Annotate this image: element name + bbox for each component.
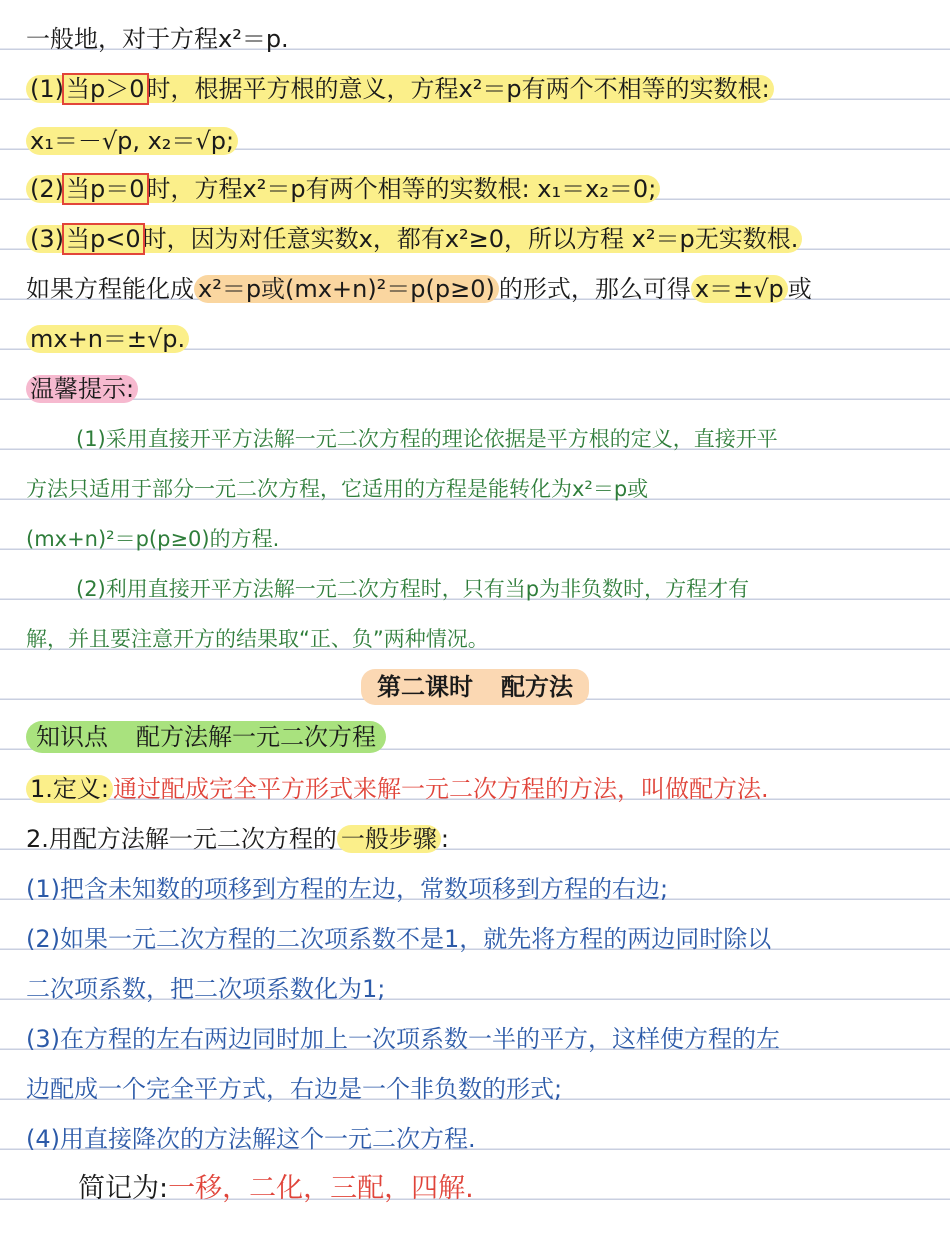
form-line: [26, 272, 932, 306]
definition-label: 1.定义:: [26, 775, 113, 803]
step-3-line-2: [26, 1072, 932, 1106]
form-solution: x＝±√p: [691, 275, 788, 303]
case-1-condition-box: 当p＞0: [66, 75, 145, 103]
definition-text: 通过配成完全平方形式来解一元二次方程的方法，叫做配方法.: [112, 775, 769, 803]
step-2-text-1: (2)如果一元二次方程的二次项系数不是1，就先将方程的两边同时除以: [26, 925, 772, 953]
case-1-line: [26, 72, 932, 106]
intro-line: [26, 22, 932, 56]
steps-heading-highlight: 一般步骤: [337, 825, 441, 853]
steps-heading-colon: :: [440, 825, 449, 853]
knowledge-point-label: 知识点: [36, 723, 108, 751]
tip-line: [26, 372, 932, 406]
step-1-line: [26, 872, 932, 906]
tip-1-line-3: [26, 522, 932, 556]
case-1-roots: x₁＝－√p, x₂＝√p;: [26, 127, 238, 155]
tip-1-text-1: (1)采用直接开平方法解一元二次方程的理论依据是平方根的定义，直接开平: [76, 427, 778, 451]
step-1-text: (1)把含未知数的项移到方程的左边，常数项移到方程的右边;: [26, 875, 669, 903]
case-3-highlight: [26, 225, 802, 253]
summary-line: [78, 1172, 932, 1206]
tip-1-line-1: [26, 422, 932, 456]
form-equation: x²＝p或(mx+n)²＝p(p≥0): [194, 275, 499, 303]
case-2-line: [26, 172, 932, 206]
tip-1-line-2: [26, 472, 932, 506]
steps-heading-line: [26, 822, 932, 856]
tip-1-text-3: (mx+n)²＝p(p≥0)的方程.: [26, 527, 280, 551]
case-3-text: 时，因为对任意实数x，都有x²≥0，所以方程 x²＝p无实数根.: [142, 225, 799, 253]
case-2-number: (2): [30, 175, 64, 203]
form-solution-2: mx+n＝±√p.: [26, 325, 189, 353]
form-text-e: 或: [787, 275, 812, 303]
tip-2-text-2: 解，并且要注意开方的结果取“正、负”两种情况。: [26, 627, 489, 651]
knowledge-point-line: [26, 720, 932, 754]
form-solution-line: [26, 322, 932, 356]
lesson-title-period: 第二课时: [377, 673, 473, 701]
step-2-line-2: [26, 972, 932, 1006]
tip-label: 温馨提示:: [26, 375, 138, 403]
step-4-text: (4)用直接降次的方法解这个一元二次方程.: [26, 1125, 476, 1153]
step-2-line-1: [26, 922, 932, 956]
case-3-condition-box: 当p<0: [66, 225, 141, 253]
tip-2-line-1: [26, 572, 932, 606]
tip-1-text-2: 方法只适用于部分一元二次方程，它适用的方程是能转化为x²＝p或: [26, 477, 649, 501]
case-2-condition-box: 当p＝0: [66, 175, 145, 203]
lesson-title: [361, 669, 589, 705]
intro-text: 一般地，对于方程x²＝p.: [26, 25, 289, 53]
summary-text: 一移，二化，三配，四解.: [168, 1173, 474, 1204]
case-1-highlight: [26, 75, 774, 103]
lesson-title-topic: 配方法: [501, 673, 573, 701]
form-text-a: 如果方程能化成: [26, 275, 194, 303]
step-3-line-1: [26, 1022, 932, 1056]
lesson-title-line: [0, 670, 950, 704]
steps-heading-text: 2.用配方法解一元二次方程的: [26, 825, 337, 853]
definition-line: [26, 772, 932, 806]
tip-2-line-2: [26, 622, 932, 656]
knowledge-point: [26, 721, 386, 753]
case-1-number: (1): [30, 75, 64, 103]
case-3-line: [26, 222, 932, 256]
step-3-text-1: (3)在方程的左右两边同时加上一次项系数一半的平方，这样使方程的左: [26, 1025, 780, 1053]
step-4-line: [26, 1122, 932, 1156]
summary-label: 简记为:: [78, 1173, 169, 1204]
step-2-text-2: 二次项系数，把二次项系数化为1;: [26, 975, 386, 1003]
case-1-text: 时，根据平方根的意义，方程x²＝p有两个不相等的实数根:: [146, 75, 770, 103]
case-2-text: 时，方程x²＝p有两个相等的实数根: x₁＝x₂＝0;: [146, 175, 657, 203]
knowledge-point-title: 配方法解一元二次方程: [136, 723, 376, 751]
tip-2-text-1: (2)利用直接开平方法解一元二次方程时，只有当p为非负数时，方程才有: [76, 577, 750, 601]
case-1-roots-line: [26, 124, 932, 158]
case-3-number: (3): [30, 225, 64, 253]
form-text-c: 的形式，那么可得: [498, 275, 691, 303]
step-3-text-2: 边配成一个完全平方式，右边是一个非负数的形式;: [26, 1075, 563, 1103]
case-2-highlight: [26, 175, 660, 203]
